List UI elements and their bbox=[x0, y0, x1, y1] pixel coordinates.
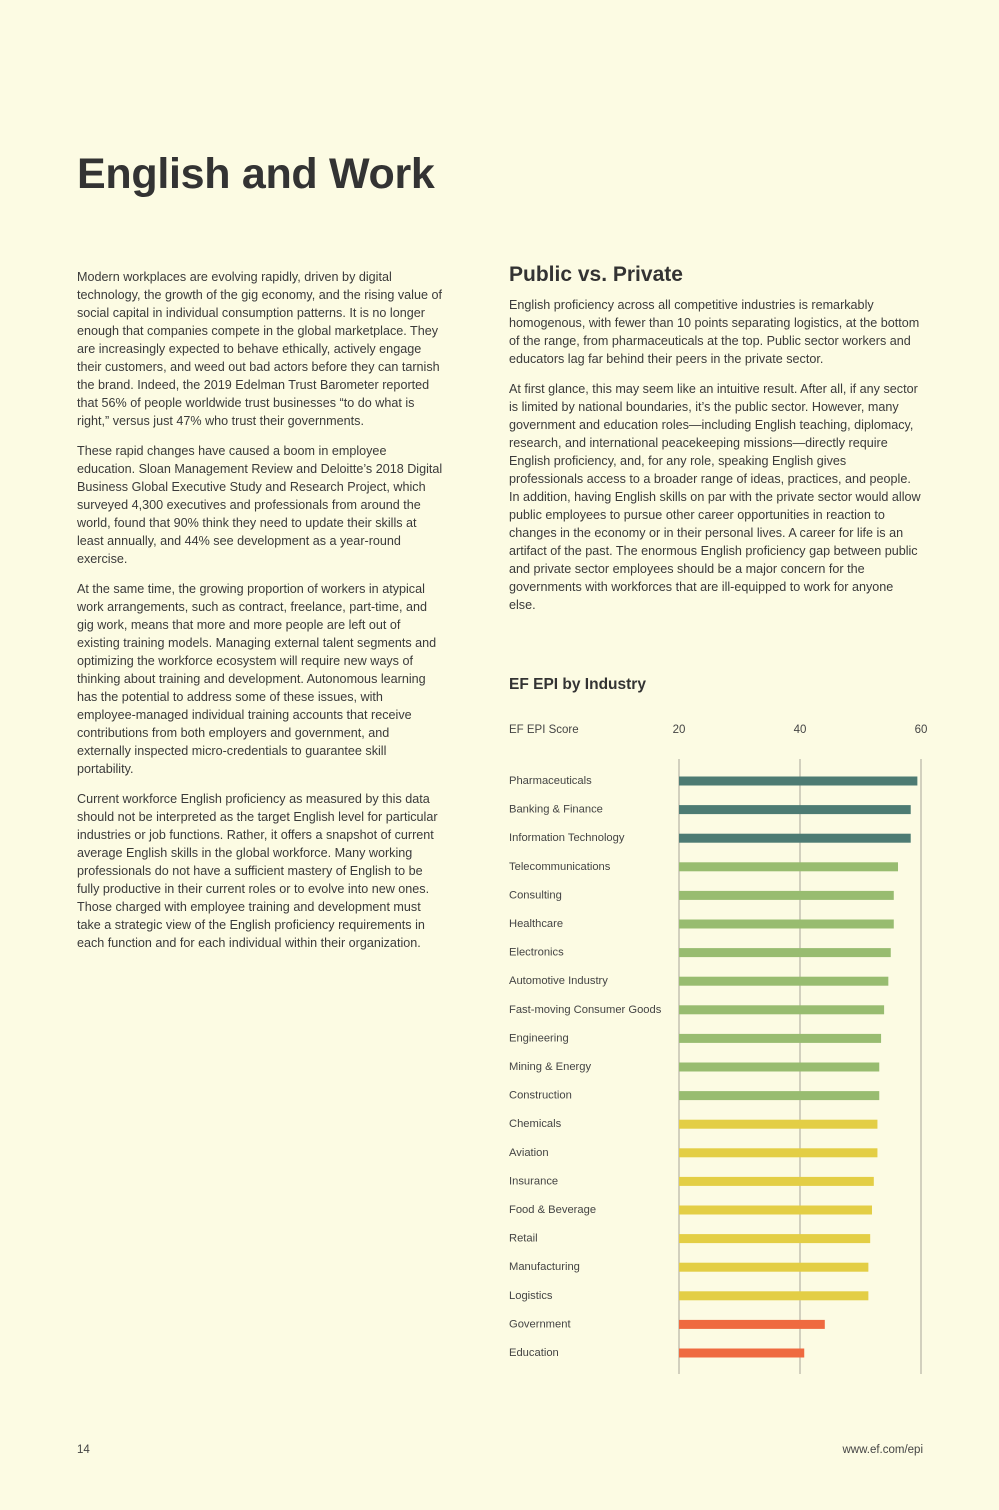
section-heading: Public vs. Private bbox=[509, 263, 683, 286]
bar bbox=[679, 1234, 870, 1243]
category-label: Insurance bbox=[509, 1175, 559, 1188]
right-column-text bbox=[509, 263, 921, 626]
bar bbox=[679, 1349, 804, 1358]
bar bbox=[679, 1177, 874, 1186]
bar bbox=[679, 777, 917, 786]
category-label: Consulting bbox=[509, 889, 562, 902]
category-label: Retail bbox=[509, 1232, 538, 1245]
bar bbox=[679, 1291, 868, 1300]
category-label: Pharmaceuticals bbox=[509, 775, 592, 787]
category-label: Electronics bbox=[509, 946, 564, 959]
bar bbox=[679, 1034, 881, 1043]
category-label: Information Technology bbox=[509, 832, 625, 845]
bar bbox=[679, 1148, 877, 1157]
category-label: Manufacturing bbox=[509, 1261, 580, 1274]
category-label: Telecommunications bbox=[509, 860, 611, 873]
body-paragraph: These rapid changes have caused a boom in employee education. Sloan Management Review and Deloitte’s 2018 Digital Business Global Executive Study and Research Project, which surveyed 4,300 executives and professionals from around the world, found that 90% think they need to update their skills at least annually, and 44% see development as a year-round exercise. bbox=[77, 444, 443, 566]
bar bbox=[679, 1120, 877, 1129]
footer-url: www.ef.com/epi bbox=[842, 1444, 923, 1456]
bar bbox=[679, 862, 898, 871]
industry-bar-chart bbox=[500, 712, 960, 1382]
bar bbox=[679, 1206, 872, 1215]
category-label: Aviation bbox=[509, 1146, 549, 1159]
chart-title: EF EPI by Industry bbox=[509, 676, 646, 693]
bar bbox=[679, 1091, 879, 1100]
bar bbox=[679, 805, 911, 814]
bar bbox=[679, 948, 891, 957]
category-label: Government bbox=[509, 1318, 571, 1331]
page-title: English and Work bbox=[77, 150, 435, 198]
category-label: Chemicals bbox=[509, 1118, 562, 1131]
page-number: 14 bbox=[77, 1444, 90, 1456]
body-paragraph: Modern workplaces are evolving rapidly, driven by digital technology, the growth of the gig economy, and the rising value of social capital in individual consumption patterns. It is no longer enough that companies compete in the global marketplace. They are increasingly expected to behave ethically, actively engage their customers, and weed out bad actors before they can tarnish the brand. Indeed, the 2019 Edelman Trust Barometer reported that 56% of people worldwide trust businesses “to do what is right,” versus just 47% who trust their governments. bbox=[77, 270, 442, 428]
category-label: Logistics bbox=[509, 1289, 553, 1302]
category-label: Food & Beverage bbox=[509, 1204, 597, 1216]
body-paragraph: Current workforce English proficiency as measured by this data should not be interpreted as the target English level for particular industries or job functions. Rather, it offers a snapshot of current average English skills in the global workforce. Many working professionals do not have a sufficient mastery of English to be fully productive in their current roles or to evolve into new ones. Those charged with employee training and development must take a strategic view of the English proficiency requirements in each function and for each individual within their organization. bbox=[77, 792, 438, 950]
x-tick-label: 20 bbox=[672, 724, 686, 736]
x-tick-label: 40 bbox=[793, 724, 807, 736]
category-label: Automotive Industry bbox=[509, 975, 608, 988]
bar bbox=[679, 891, 894, 900]
category-label: Healthcare bbox=[509, 918, 564, 930]
category-label: Fast-moving Consumer Goods bbox=[509, 1003, 662, 1016]
bar bbox=[679, 1263, 868, 1272]
x-axis-label: EF EPI Score bbox=[509, 724, 579, 736]
bar bbox=[679, 1005, 884, 1014]
bar bbox=[679, 920, 894, 929]
bar bbox=[679, 977, 888, 986]
left-column-text bbox=[77, 268, 445, 964]
category-label: Banking & Finance bbox=[509, 803, 603, 816]
body-paragraph: At the same time, the growing proportion of workers in atypical work arrangements, such as contract, freelance, part-time, and gig work, means that more and more people are left out of existing training models. Managing external talent segments and optimizing the workforce ecosystem will require new ways of thinking about training and development. Autonomous learning has the potential to address some of these issues, with employee-managed individual training accounts that receive contributions from both employers and government, and externally inspected micro-credentials to guarantee skill portability. bbox=[77, 582, 437, 776]
body-paragraph: English proficiency across all competitive industries is remarkably homogenous, with fewer than 10 points separating logistics, at the bottom of the range, from pharmaceuticals at the top. Public sector workers and educators lag far behind their peers in the private sector. bbox=[509, 298, 920, 366]
category-label: Engineering bbox=[509, 1032, 569, 1045]
x-tick-label: 60 bbox=[914, 724, 928, 736]
category-label: Construction bbox=[509, 1089, 572, 1102]
bar bbox=[679, 1063, 879, 1072]
category-label: Education bbox=[509, 1347, 559, 1359]
bar bbox=[679, 834, 911, 843]
body-paragraph: At first glance, this may seem like an intuitive result. After all, if any sector is limited by national boundaries, it’s the public sector. However, many government and education roles—including English teaching, diplomacy, research, and international peacekeeping missions—directly require English proficiency, and, for any role, speaking English gives professionals access to a broader range of ideas, practices, and people. In addition, having English skills on par with the private sector would allow public employees to pursue other career opportunities in reaction to changes in the economy or in their personal lives. A career for life is an artifact of the past. The enormous English proficiency gap between public and private sector employees should be a major concern for the governments with workforces that are ill-equipped to work for anyone else. bbox=[509, 382, 921, 612]
category-label: Mining & Energy bbox=[509, 1061, 592, 1073]
bar bbox=[679, 1320, 825, 1329]
